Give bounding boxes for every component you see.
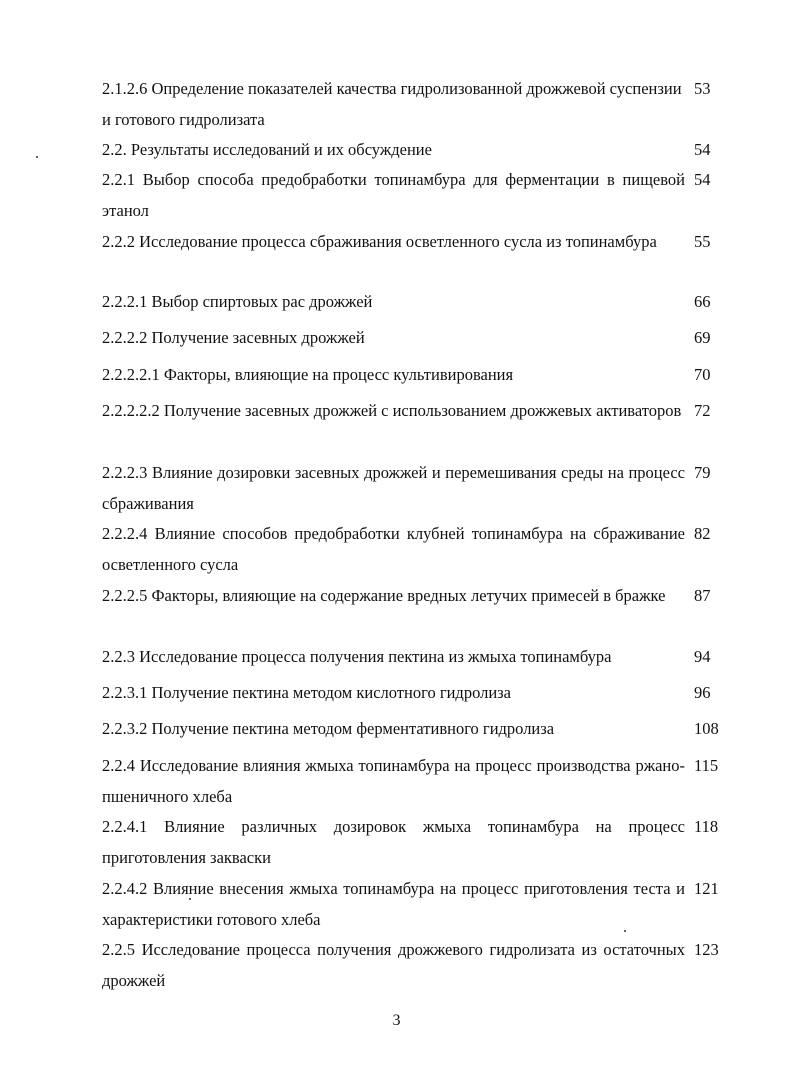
toc-entry-page: 72 — [694, 401, 711, 420]
toc-entry-page: 96 — [694, 683, 711, 702]
toc-entry-page: 53 — [694, 79, 711, 98]
toc-entry-page: 69 — [694, 328, 711, 347]
scan-speck — [36, 156, 38, 158]
toc-entry — [102, 226, 722, 257]
toc-entry-text: 2.2.3.1 Получение пектина методом кислотного гидролиза — [102, 683, 512, 702]
toc-entry — [102, 286, 722, 317]
toc-entry — [102, 359, 722, 390]
toc-entry — [102, 73, 722, 135]
toc-entry-page: 54 — [694, 170, 711, 189]
toc-entry-text: 2.2.2 Исследование процесса сбраживания осветленного сусла из топинамбура — [102, 232, 657, 251]
toc-entry — [102, 134, 722, 165]
toc-entry-page: 66 — [694, 292, 711, 311]
toc-entry — [102, 580, 722, 611]
toc-entry-text: 2.2.2.2 Получение засевных дрожжей — [102, 328, 365, 347]
toc-entry — [102, 641, 722, 672]
toc-entry-text: 2.2.2.1 Выбор спиртовых рас дрожжей — [102, 292, 373, 311]
toc-entry — [102, 873, 722, 935]
toc-entry — [102, 750, 722, 812]
toc-entry-text: 2.2.2.2.1 Факторы, влияющие на процесс культивирования — [102, 365, 514, 384]
toc-entry-text: 2.2. Результаты исследований и их обсуждение — [102, 140, 432, 159]
toc-entry-page: 54 — [694, 140, 711, 159]
toc-entry-page: 79 — [694, 463, 711, 482]
toc-entry-text: 2.2.3 Исследование процесса получения пектина из жмыха топинамбура — [102, 647, 612, 666]
toc-entry-page: 94 — [694, 647, 711, 666]
page-number: 3 — [392, 1012, 401, 1029]
toc-entry — [102, 457, 722, 519]
toc-entry-text: 2.2.3.2 Получение пектина методом ферментативного гидролиза — [102, 719, 555, 738]
toc-entry-page: 115 — [694, 756, 719, 775]
toc-entry — [102, 677, 722, 708]
toc-entry-text: 2.2.4.1 Влияние различных дозировок жмыха топинамбура на процесс приготовления закваски — [102, 817, 685, 867]
toc-entry — [102, 811, 722, 873]
toc-entry — [102, 395, 722, 426]
toc-entry-text: 2.2.2.5 Факторы, влияющие на содержание вредных летучих примесей в бражке — [102, 586, 666, 605]
toc-entry — [102, 164, 722, 226]
toc-entry-page: 108 — [694, 719, 719, 738]
toc-entry-text: 2.2.4.2 Влияние внесения жмыха топинамбура на процесс приготовления теста и характеристики готового хлеба — [102, 879, 685, 929]
toc-entry-text: 2.2.4 Исследование влияния жмыха топинамбура на процесс производства ржано-пшеничного хлеба — [102, 756, 685, 806]
toc-entry — [102, 934, 722, 996]
scan-speck — [624, 930, 626, 932]
toc-entry-page: 55 — [694, 232, 711, 251]
toc-entry-page: 118 — [694, 817, 719, 836]
toc-entry-page: 70 — [694, 365, 711, 384]
toc-entry-text: 2.2.2.2.2 Получение засевных дрожжей с использованием дрожжевых активаторов — [102, 401, 682, 420]
scan-speck — [189, 898, 191, 900]
toc-entry-text: 2.2.1 Выбор способа предобработки топинамбура для ферментации в пищевой этанол — [102, 170, 685, 220]
toc-entry — [102, 713, 722, 744]
toc-entry-text: 2.2.2.4 Влияние способов предобработки клубней топинамбура на сбраживание осветленного сусла — [102, 524, 685, 574]
toc-entry-page: 82 — [694, 524, 711, 543]
toc-entry-text: 2.2.5 Исследование процесса получения дрожжевого гидролизата из остаточных дрожжей — [102, 940, 685, 990]
toc-entry-page: 123 — [694, 940, 719, 959]
toc-entry-text: 2.2.2.3 Влияние дозировки засевных дрожжей и перемешивания среды на процесс сбраживания — [102, 463, 685, 513]
toc-entry — [102, 518, 722, 580]
toc-entry-page: 121 — [694, 879, 719, 898]
toc-entry-page: 87 — [694, 586, 711, 605]
toc-entry — [102, 322, 722, 353]
toc-entry-text: 2.1.2.6 Определение показателей качества гидролизованной дрожжевой суспензии и готового гидролизата — [102, 79, 682, 129]
